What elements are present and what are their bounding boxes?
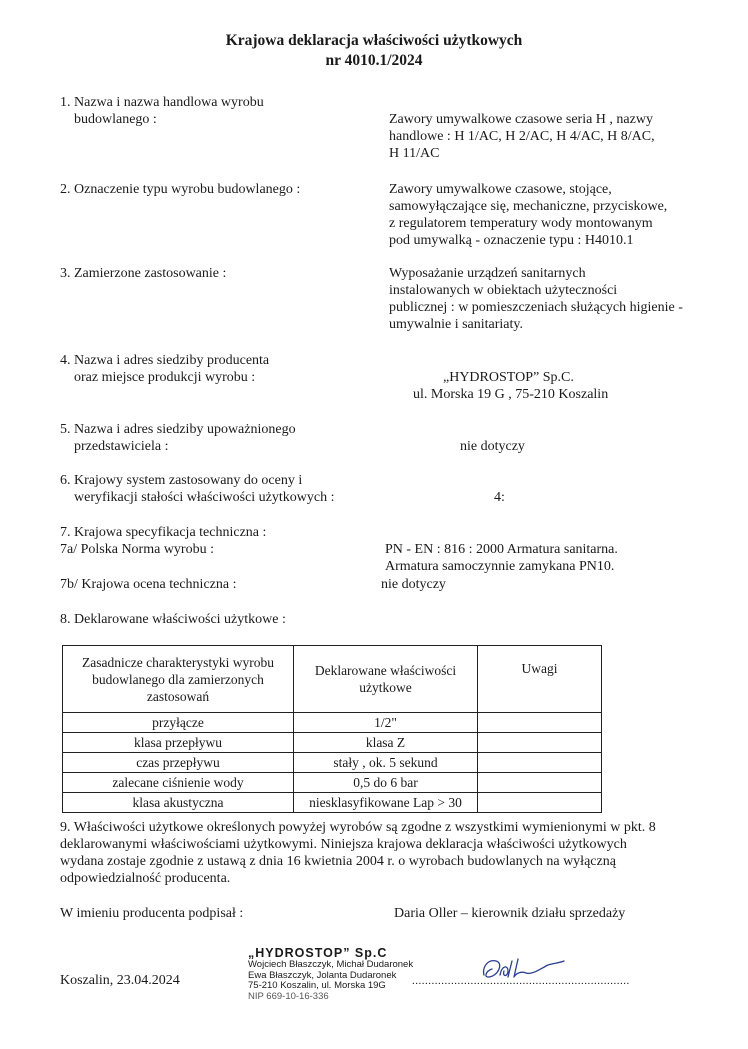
table-header-row	[63, 646, 602, 713]
handwritten-signature	[478, 955, 568, 983]
s3-label-line1: 3. Zamierzone zastosowanie :	[60, 266, 227, 281]
s5-value: nie dotyczy	[460, 439, 525, 454]
stamp-company: „HYDROSTOP” Sp.C	[248, 946, 388, 960]
s4-value-line1: „HYDROSTOP” Sp.C.	[443, 370, 574, 385]
s7a-label: 7a/ Polska Norma wyrobu :	[60, 542, 214, 557]
s9-line4: odpowiedzialność producenta.	[60, 871, 231, 886]
s2-value-line2: samowyłączające się, mechaniczne, przyciskowe,	[389, 199, 668, 214]
table-row	[63, 773, 602, 793]
table-header-remarks: Uwagi	[478, 646, 602, 713]
s4-label-line2: oraz miejsce produkcji wyrobu :	[74, 370, 256, 385]
table-cell	[478, 713, 602, 733]
table-header-declared: Deklarowane właściwości użytkowe	[294, 646, 478, 713]
table-cell	[478, 753, 602, 773]
s1-value-line3: H 11/AC	[389, 146, 440, 161]
table-cell: przyłącze	[63, 713, 294, 733]
table-cell	[478, 793, 602, 813]
table-cell	[478, 773, 602, 793]
s2-value-line3: z regulatorem temperatury wody montowanym	[389, 216, 653, 231]
s7a-value-line2: Armatura samoczynnie zamykana PN10.	[385, 559, 615, 574]
document-title: Krajowa deklaracja właściwości użytkowych	[225, 32, 523, 49]
s2-value-line4: pod umywalką - oznaczenie typu : H4010.1	[389, 233, 634, 248]
document-number: nr 4010.1/2024	[325, 52, 423, 69]
s6-value: 4:	[494, 490, 505, 505]
s5-label-line1: 5. Nazwa i adres siedziby upoważnionego	[60, 422, 296, 437]
stamp-line4: NIP 669-10-16-336	[248, 990, 329, 1002]
s1-label-line2: budowlanego :	[74, 112, 157, 127]
table-cell: klasa Z	[294, 733, 478, 753]
table-cell: stały , ok. 5 sekund	[294, 753, 478, 773]
table-row	[63, 733, 602, 753]
s5-label-line2: przedstawiciela :	[74, 439, 169, 454]
table-cell: 0,5 do 6 bar	[294, 773, 478, 793]
s3-value-line3: publicznej : w pomieszczeniach służących higienie -	[389, 300, 683, 315]
s8-label: 8. Deklarowane właściwości użytkowe :	[60, 612, 286, 627]
stamp-line3: 75-210 Koszalin, ul. Morska 19G	[248, 980, 386, 991]
s9-line2: deklarowanymi właściwościami użytkowymi. Niniejsza krajowa deklaracja właściwości użytkowych	[60, 837, 627, 852]
table-cell: niesklasyfikowane Lap > 30	[294, 793, 478, 813]
s4-value-line2: ul. Morska 19 G , 75-210 Koszalin	[413, 387, 609, 402]
s9-line3: wydana zostaje zgodnie z ustawą z dnia 16 kwietnia 2004 r. o wyrobach budowlanych na wyłączną	[60, 854, 616, 869]
table-cell: czas przepływu	[63, 753, 294, 773]
s1-value-line1: Zawory umywalkowe czasowe seria H , nazwy	[389, 112, 653, 127]
s6-label-line1: 6. Krajowy system zastosowany do oceny i	[60, 473, 303, 488]
s3-value-line2: instalowanych w obiektach użyteczności	[389, 283, 618, 298]
properties-table	[62, 645, 602, 813]
stamp-line1: Wojciech Błaszczyk, Michał Dudaronek	[248, 959, 414, 970]
table-cell	[478, 733, 602, 753]
table-cell: klasa akustyczna	[63, 793, 294, 813]
s4-label-line1: 4. Nazwa i adres siedziby producenta	[60, 353, 270, 368]
company-stamp	[248, 946, 418, 1002]
s2-value-line1: Zawory umywalkowe czasowe, stojące,	[389, 182, 612, 197]
s1-label-line1: 1. Nazwa i nazwa handlowa wyrobu	[60, 95, 264, 110]
table-row	[63, 793, 602, 813]
table-header-characteristics: Zasadnicze charakterystyki wyrobu budowlanego dla zamierzonych zastosowań	[63, 646, 294, 713]
s6-label-line2: weryfikacji stałości właściwości użytkowych :	[74, 490, 335, 505]
s9-line1: 9. Właściwości użytkowe określonych powyżej wyrobów są zgodne z wszystkimi wymienionymi w pkt. 8	[60, 820, 656, 835]
table-cell: zalecane ciśnienie wody	[63, 773, 294, 793]
place-date: Koszalin, 23.04.2024	[60, 973, 180, 988]
stamp-line2: Ewa Błaszczyk, Jolanta Dudaronek	[248, 969, 397, 981]
s7-label: 7. Krajowa specyfikacja techniczna :	[60, 525, 267, 540]
s3-value-line4: umywalnie i sanitariaty.	[389, 317, 523, 332]
table-row	[63, 753, 602, 773]
table-row	[63, 713, 602, 733]
on-behalf-label: W imieniu producenta podpisał :	[60, 906, 244, 921]
signature-line: ...................................................................	[412, 975, 630, 987]
table-cell: klasa przepływu	[63, 733, 294, 753]
s3-value-line1: Wyposażanie urządzeń sanitarnych	[389, 266, 586, 281]
table-cell: 1/2"	[294, 713, 478, 733]
s7a-value-line1: PN - EN : 816 : 2000 Armatura sanitarna.	[385, 542, 618, 557]
s7b-value: nie dotyczy	[381, 577, 446, 592]
s7b-label: 7b/ Krajowa ocena techniczna :	[60, 577, 237, 592]
signer-name: Daria Oller – kierownik działu sprzedaży	[394, 906, 626, 921]
s1-value-line2: handlowe : H 1/AC, H 2/AC, H 4/AC, H 8/AC,	[389, 129, 655, 144]
s2-label-line1: 2. Oznaczenie typu wyrobu budowlanego :	[60, 182, 301, 197]
